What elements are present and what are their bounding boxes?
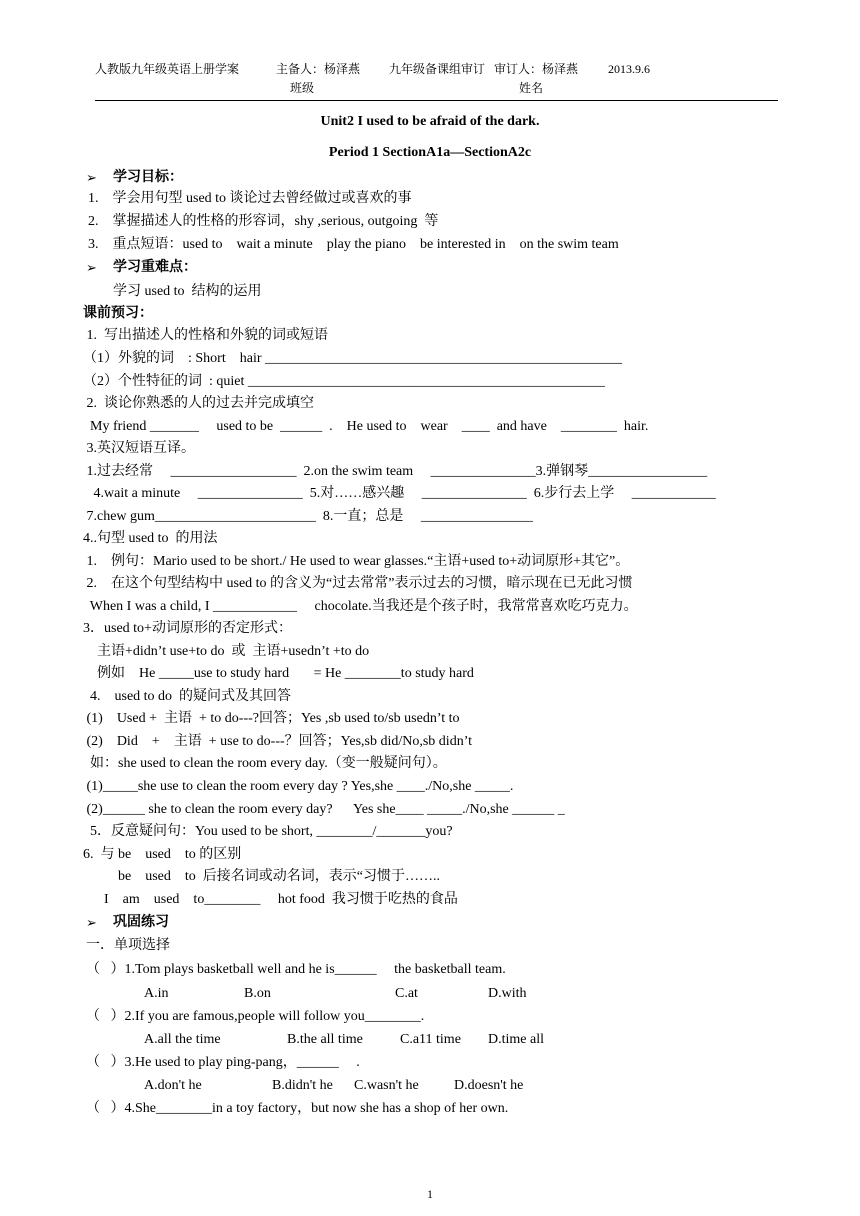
question-stem: （ ）4.She________in a toy factory，but now she has a shop of her own. [86,1101,509,1116]
grammar-line: 2. 在这个句型结构中 used to 的含义为“过去常常”表示过去的习惯，暗示现在已无此习惯 [83,576,633,591]
preview-line: 1. 写出描述人的性格和外貌的词或短语 [83,328,328,343]
goals-heading: 学习目标： [113,170,183,185]
question-option: B.on [244,986,271,1001]
header-date: 2013.9.6 [608,62,650,76]
question-option: A.all the time [144,1032,221,1047]
question-stem: （ ）2.If you are famous,people will follow you________. [86,1009,425,1024]
grammar-line: 1. 例句：Mario used to be short./ He used to wear glasses.“主语+used to+动词原形+其它”。 [83,554,630,569]
practice-section-title: 一．单项选择 [86,938,170,953]
question-option: B.the all time [287,1032,363,1047]
grammar-line: When I was a child, I ____________ chocolate.当我还是个孩子时，我常常喜欢吃巧克力。 [83,599,638,614]
goal-item: 2. 掌握描述人的性格的形容词，shy ,serious, outgoing 等 [88,214,439,229]
header-course: 人教版九年级英语上册学案 [95,62,240,76]
preview-line: 4.wait a minute _______________ 5.对……感兴趣 _______________ 6.步行去上学 ____________ [83,486,716,501]
grammar-line: 4. used to do 的疑问式及其回答 [83,689,292,704]
header-preparer: 主备人：杨泽燕 [276,62,361,76]
grammar-line: (1) Used + 主语 + to do---?回答；Yes ,sb used to/sb usedn’t to [83,711,460,726]
grammar-line: 6. 与 be used to 的区别 [83,847,242,862]
bullet-arrow-icon: ➢ [86,170,97,185]
grammar-line: I am used to________ hot food 我习惯于吃热的食品 [83,892,458,907]
grammar-line: 5．反意疑问句：You used to be short, ________/_______you? [83,824,453,839]
question-option: A.in [144,986,169,1001]
grammar-line: (2) Did + 主语 + use to do---？回答；Yes,sb did/No,sb didn’t [83,734,472,749]
question-option: D.time all [488,1032,544,1047]
grammar-line: (2)______ she to clean the room every day? Yes she____ _____./No,she ______ _ [83,802,565,817]
grammar-line: be used to 后接名词或动名词，表示“习惯于…….. [83,869,440,884]
question-option: D.with [488,986,527,1001]
header-divider [95,100,778,101]
grammar-line: 3．used to+动词原形的否定形式： [83,621,292,636]
question-option: C.a11 time [400,1032,461,1047]
preview-line: 1.过去经常 __________________ 2.on the swim team _______________3.弹钢琴_________________ [83,464,708,479]
preview-line: 2. 谈论你熟悉的人的过去并完成填空 [83,396,314,411]
grammar-line: 如：she used to clean the room every day.（变一般疑问句）。 [83,756,447,771]
grammar-line: 4..句型 used to 的用法 [83,531,218,546]
preview-line: （2）个性特征的词 : quiet ___________________________________________________ [83,374,605,389]
question-option: A.don't he [144,1078,202,1093]
question-stem: （ ）1.Tom plays basketball well and he is______ the basketball team. [86,962,506,977]
header-name-label: 姓名 [519,81,544,95]
grammar-line: 主语+didn’t use+to do 或 主语+usedn’t +to do [83,644,370,659]
header-class-label: 班级 [290,81,315,95]
question-option: C.at [395,986,418,1001]
page-number: 1 [427,1187,433,1201]
preview-line: 7.chew gum_______________________ 8.一直；总是 ________________ [83,509,533,524]
goal-item: 1. 学会用句型 used to 谈论过去曾经做过或喜欢的事 [88,191,412,206]
page-title: Unit2 I used to be afraid of the dark. [320,114,540,129]
key-points-heading: 学习重难点： [113,260,197,275]
preview-heading: 课前预习： [83,306,153,321]
practice-heading: 巩固练习 [113,915,169,930]
grammar-line: 例如 He _____use to study hard = He ________to study hard [83,666,474,681]
bullet-arrow-icon: ➢ [86,260,97,275]
goal-item: 3. 重点短语：used to wait a minute play the piano be interested in on the swim team [88,237,619,252]
key-points-text: 学习 used to 结构的运用 [113,284,262,299]
question-option: D.doesn't he [454,1078,524,1093]
preview-line: My friend _______ used to be ______ . He used to wear ____ and have ________ hair. [90,419,649,434]
grammar-line: (1)_____she use to clean the room every day ? Yes,she ____./No,she _____. [83,779,514,794]
question-option: C.wasn't he [354,1078,419,1093]
question-option: B.didn't he [272,1078,333,1093]
header-reviewer: 九年级备课组审订 审订人：杨泽燕 [389,62,579,76]
page-subtitle: Period 1 SectionA1a—SectionA2c [328,145,532,160]
bullet-arrow-icon: ➢ [86,915,97,930]
question-stem: （ ）3.He used to play ping-pang，______ . [86,1055,360,1070]
preview-line: （1）外貌的词 : Short hair ___________________________________________________ [83,351,622,366]
preview-line: 3.英汉短语互译。 [83,441,195,456]
